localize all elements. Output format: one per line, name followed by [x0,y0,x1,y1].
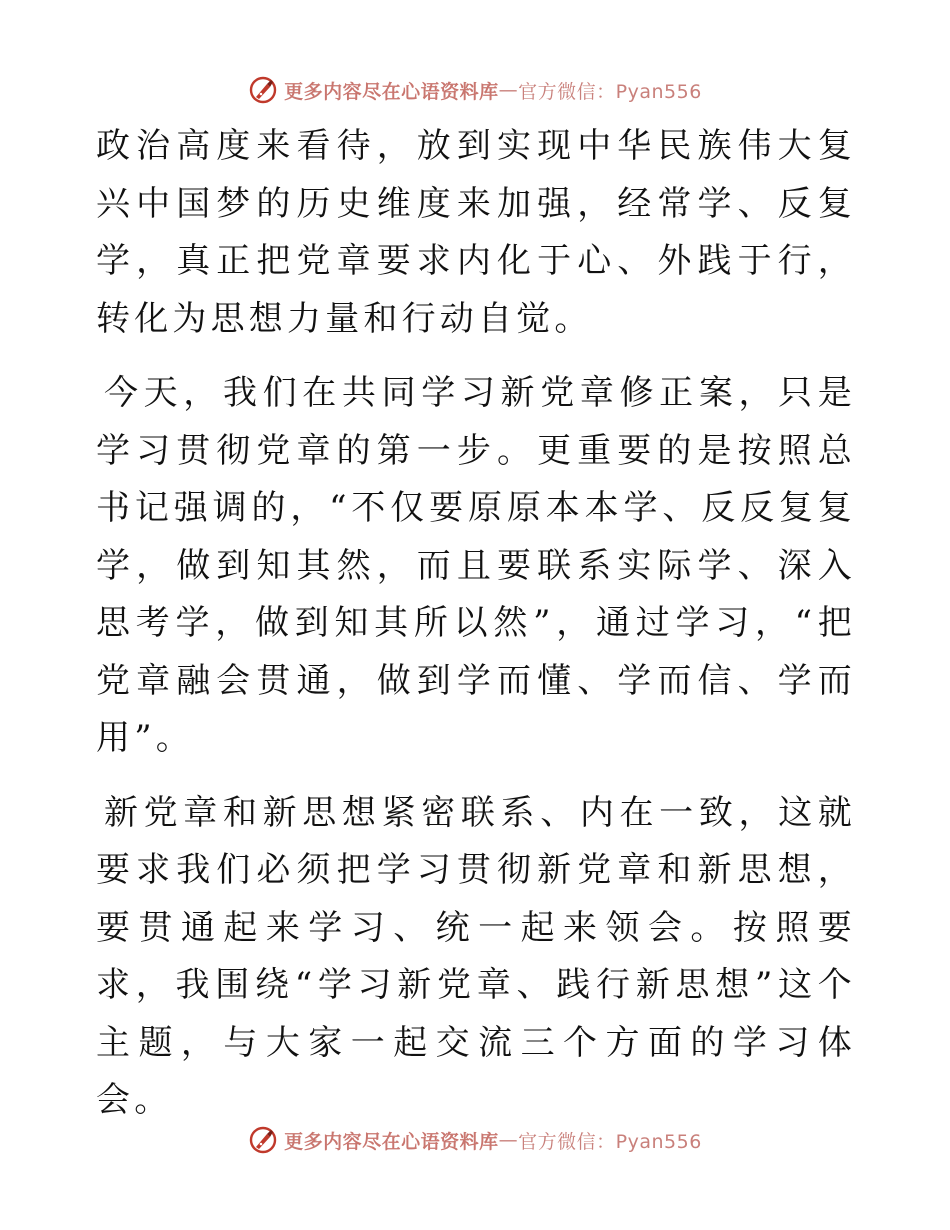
footer-contact-text: 官方微信：Pyan556 [518,1130,702,1153]
document-body [96,118,856,1130]
paragraph-1: 政治高度来看待，放到实现中华民族伟大复兴中国梦的历史维度来加强，经常学、反复学，真正把党章要求内化于心、外践于行，转化为思想力量和行动自觉。 [96,126,856,339]
pen-nib-logo-icon [248,75,278,105]
header-separator: — [498,79,519,101]
footer-brand-text: 更多内容尽在心语资料库 [284,1130,499,1153]
paragraph-3: 新党章和新思想紧密联系、内在一致，这就要求我们必须把学习贯彻新党章和新思想，要贯通起来学习、统一起来领会。按照要求，我围绕“学习新党章、践行新思想”这个主题，与大家一起交流三个方面的学习体会。 [96,792,856,1120]
header-brand-text: 更多内容尽在心语资料库 [284,80,499,103]
footer-watermark [0,1120,950,1160]
header-contact-text: 官方微信：Pyan556 [518,80,702,103]
paragraph-2: 今天，我们在共同学习新党章修正案，只是学习贯彻党章的第一步。更重要的是按照总书记强调的，“不仅要原原本本学、反反复复学，做到知其然，而且要联系实际学、深入思考学，做到知其所以然”，通过学习，“把党章融会贯通，做到学而懂、学而信、学而用”。 [96,373,856,758]
pen-nib-logo-icon [248,1125,278,1155]
header-watermark [0,70,950,110]
footer-separator: — [498,1129,519,1151]
